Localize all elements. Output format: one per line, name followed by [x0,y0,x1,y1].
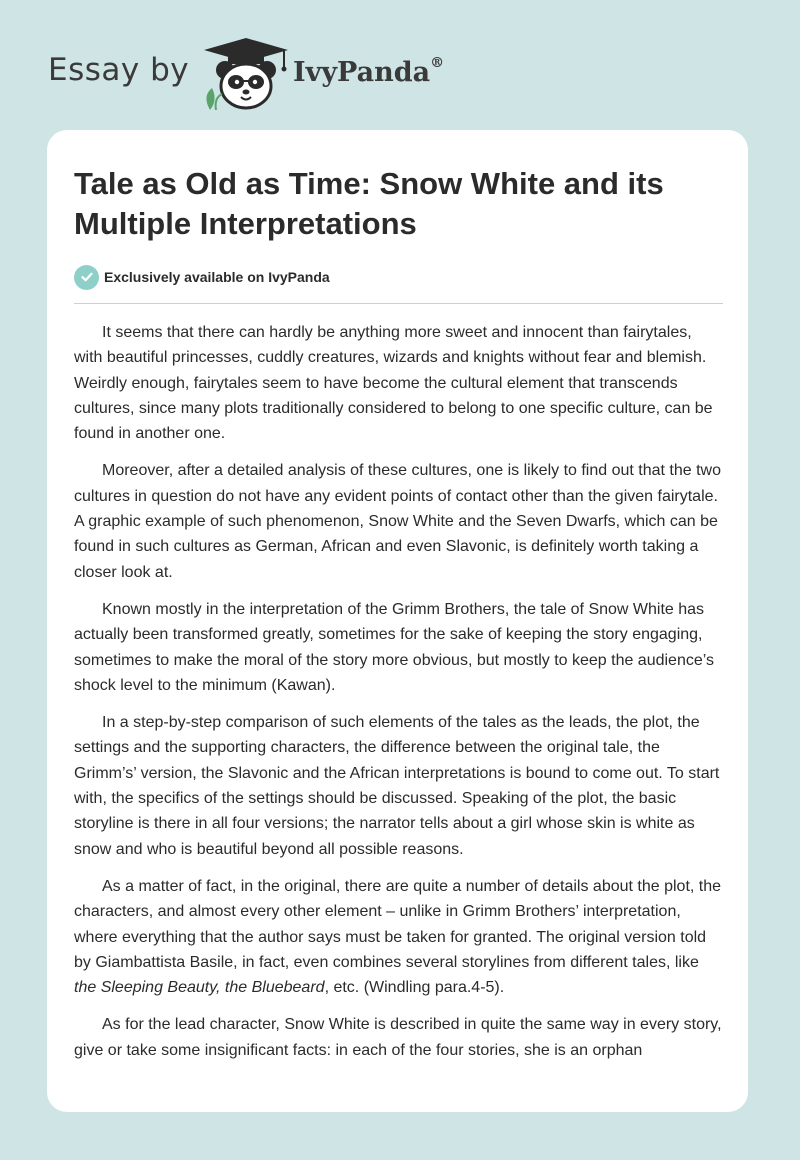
exclusive-badge [74,264,330,290]
registered-mark: ® [430,55,445,71]
paragraph-text: As a matter of fact, in the original, there are quite a number of details about the plot, the characters, and almost every other element – unlike in Grimm Brothers’ interpretation, where everything that the author says must be taken for granted. The original version told by Giambattista Basile, in fact, even combines several storylines from different tales, like [74,877,722,971]
exclusive-badge-label: Exclusively available on IvyPanda [104,269,330,285]
site-header [0,0,800,130]
paragraph: As for the lead character, Snow White is described in quite the same way in every story, give or take some insignificant facts: in each of the four stories, she is an orphan [74,1016,722,1059]
article-body [74,320,724,1075]
essay-by-label: Essay by [48,52,190,88]
brand-label: IvyPanda [293,57,431,88]
paragraph: Moreover, after a detailed analysis of these cultures, one is likely to find out that the two cultures in question do not have any evident points of contact other than the given fairytale. A graphic example of such phenomenon, Snow White and the Seven Dwarfs, which can be found in such cultures as German, African and even Slavonic, is definitely worth taking a closer look at. [74,462,722,581]
paragraph: In a step-by-step comparison of such elements of the tales as the leads, the plot, the settings and the supporting characters, the difference between the original tale, the Grimm’s’ version, the Slavonic and the African interpretations is bound to come out. To start with, the specifics of the settings should be discussed. Speaking of the plot, the basic storyline is there in all four versions; the narrator tells about a girl whose skin is white as snow and who is beautiful beyond all possible reasons. [74,714,720,858]
paragraph-text: , etc. (Windling para.4-5). [324,979,505,997]
paragraph [74,874,724,1000]
check-circle-icon [74,265,99,290]
brand-name[interactable] [293,57,444,88]
paragraph-italic-text: the Sleeping Beauty, the Bluebeard [74,979,325,997]
article-card [47,130,748,1112]
panda-graduate-icon[interactable] [200,36,292,110]
article-title: Tale as Old as Time: Snow White and its Multiple Interpretations [74,166,664,241]
title-divider [74,303,723,304]
paragraph: It seems that there can hardly be anything more sweet and innocent than fairytales, with beautiful princesses, cuddly creatures, wizards and knights without fear and blemish. Weirdly enough, fairytales seem to have become the cultural element that transcends cultures, since many plots traditionally considered to belong to one specific culture, can be found in another one. [74,324,713,443]
paragraph: Known mostly in the interpretation of the Grimm Brothers, the tale of Snow White has actually been transformed greatly, sometimes for the sake of keeping the story engaging, sometimes to make the moral of the story more obvious, but mostly to keep the audience’s shock level to the minimum (Kawan). [74,600,715,694]
